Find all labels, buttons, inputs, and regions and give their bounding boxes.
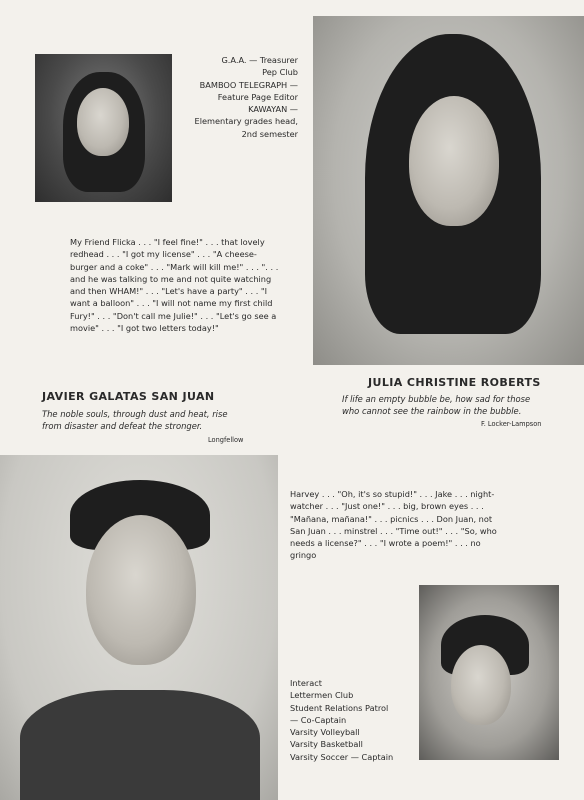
boy-quote: Harvey . . . "Oh, it's so stupid!" . . . Jake . . . night- watcher . . . "Just one!" . . . big, brown eyes . . . "Mañana, mañana!" . . . picnics . . . Don Juan, not San Juan . . . minstrel . . . "Time out!" . . . "So, who needs a license?" . . . "I wrote a poem!" . . . no gringo bbox=[290, 489, 497, 561]
boy-name: JAVIER GALATAS SAN JUAN bbox=[42, 390, 215, 403]
boy-candid-photo bbox=[419, 585, 559, 760]
girl-quote: My Friend Flicka . . . "I feel fine!" . . . that lovely redhead . . . "I got my license" . . . "A cheese- burger and a coke" . . . "Mark will kill me!" . . . ". . . and he was talking to me and not quite watching and then WHAM!" . . . "Let's have a party" . . . "I want a balloon" . . . "I will not name my first child Fury!" . . . "Don't call me Julie!" . . . "Let's go see a movie" . . . "I got two letters today!" bbox=[70, 237, 279, 334]
boy-motto: The noble souls, through dust and heat, rise from disaster and defeat the stronger. bbox=[42, 409, 228, 431]
girl-motto: If life an empty bubble be, how sad for those who cannot see the rainbow in the bubble. bbox=[342, 394, 531, 416]
girl-activities: G.A.A. — Treasurer Pep Club BAMBOO TELEGRAPH — Feature Page Editor KAWAYAN — Elementary grades head, 2nd semester bbox=[194, 55, 298, 139]
girl-portrait-photo bbox=[313, 16, 584, 365]
boy-portrait-photo bbox=[0, 455, 278, 800]
girl-motto-credit: F. Locker-Lampson bbox=[481, 420, 542, 428]
girl-name: JULIA CHRISTINE ROBERTS bbox=[368, 376, 541, 389]
girl-candid-photo bbox=[35, 54, 172, 202]
boy-activities: Interact Lettermen Club Student Relations Patrol — Co-Captain Varsity Volleyball Varsity Basketball Varsity Soccer — Captain bbox=[290, 678, 394, 762]
boy-motto-credit: Longfellow bbox=[208, 436, 244, 444]
